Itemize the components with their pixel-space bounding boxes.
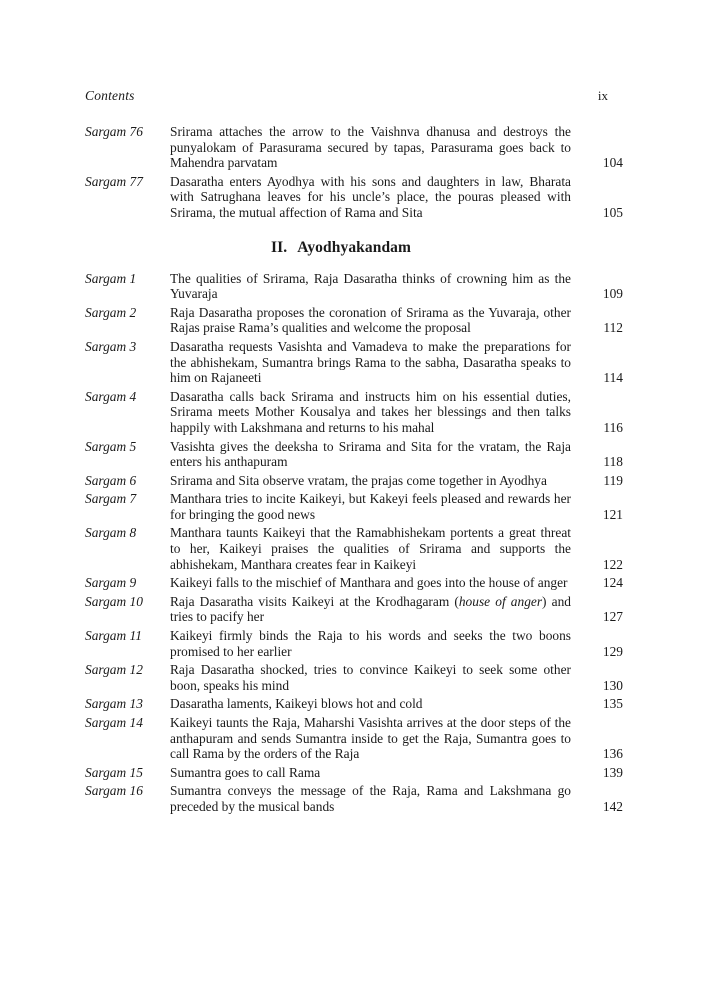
toc-entry-description: Raja Dasaratha proposes the coronation of Srirama as the Yuvaraja, other Rajas praise Rama’s qualities and welcome the proposal — [170, 304, 571, 336]
toc-entry-description: Dasaratha requests Vasishta and Vamadeva to make the preparations for the abhishekam, Sumantra brings Rama to the sabha, Dasaratha speaks to him on Rajaneeti — [170, 338, 571, 386]
toc-entry-label: Sargam 15 — [85, 764, 143, 780]
toc-entry-page-number[interactable]: 116 — [603, 419, 623, 435]
toc-entry-page-number[interactable]: 112 — [603, 320, 623, 336]
toc-entry-description: Dasaratha enters Ayodhya with his sons and daughters in law, Bharata with Satrughana leaves for his uncle’s place, the pouras pleased with Srirama, the mutual affection of Rama and Sita — [170, 173, 571, 220]
toc-entry[interactable] — [85, 662, 623, 693]
toc-entry-label: Sargam 8 — [85, 525, 137, 541]
toc-entry-description: Dasaratha calls back Srirama and instructs him on his essential duties, Srirama meets Mother Kousalya and takes her blessings and then talks happily with Lakshmana and returns to his mahal — [170, 388, 571, 435]
toc-entry[interactable] — [85, 575, 623, 591]
toc-entry-description: Kaikeyi falls to the mischief of Manthara and goes into the house of anger — [170, 575, 568, 591]
toc-entry-page-number[interactable]: 122 — [602, 556, 623, 572]
toc-entry-description: The qualities of Srirama, Raja Dasaratha thinks of crowning him as the Yuvaraja — [170, 270, 571, 302]
toc-entry-label: Sargam 13 — [85, 696, 143, 712]
section-number: II. — [270, 238, 288, 256]
toc-entry-description: Vasishta gives the deeksha to Srirama and Sita for the vratam, the Raja enters his anthapuram — [170, 438, 571, 470]
toc-entry-label: Sargam 77 — [85, 173, 143, 189]
running-header — [85, 88, 623, 104]
toc-entry-label: Sargam 11 — [85, 628, 142, 644]
toc-entry[interactable] — [85, 174, 623, 221]
page-folio-number: ix — [597, 88, 608, 103]
toc-entry-page-number[interactable]: 104 — [602, 155, 623, 171]
toc-entry[interactable] — [85, 473, 623, 489]
toc-entry-description: Raja Dasaratha shocked, tries to convince Kaikeyi to seek some other boon, speaks his mind — [170, 662, 571, 693]
toc-list-ayodhyakandam — [85, 271, 623, 815]
toc-entry-label: Sargam 3 — [85, 338, 137, 354]
toc-entry-label: Sargam 14 — [85, 715, 143, 730]
toc-entry-label: Sargam 7 — [85, 491, 137, 507]
toc-entry-description: Kaikeyi firmly binds the Raja to his words and seeks the two boons promised to her earlier — [170, 628, 571, 659]
toc-entry-label: Sargam 1 — [85, 270, 137, 286]
toc-entry-description: Dasaratha laments, Kaikeyi blows hot and cold — [170, 696, 423, 712]
toc-entry[interactable] — [85, 339, 623, 386]
toc-entry-page-number[interactable]: 139 — [602, 764, 623, 780]
toc-entry-label: Sargam 5 — [85, 438, 137, 454]
toc-entry-page-number[interactable]: 118 — [603, 454, 623, 470]
toc-entry-description: Manthara taunts Kaikeyi that the Ramabhishekam portents a great threat to her, Kaikeyi praises the qualities of Srirama and supports the abhishekam, Manthara creates fear in Kaikeyi — [170, 525, 571, 572]
toc-entry[interactable] — [85, 783, 623, 814]
toc-entry[interactable] — [85, 124, 623, 171]
toc-entry-label: Sargam 16 — [85, 783, 143, 799]
toc-entry-description: Raja Dasaratha visits Kaikeyi at the Krodhagaram (house of anger) and tries to pacify her — [170, 593, 571, 625]
toc-entry-label: Sargam 10 — [85, 593, 143, 609]
toc-entry[interactable] — [85, 715, 623, 762]
toc-entry-label: Sargam 12 — [85, 662, 143, 678]
toc-entry-description: Srirama and Sita observe vratam, the prajas come together in Ayodhya — [170, 472, 547, 488]
toc-entry[interactable] — [85, 389, 623, 436]
toc-entry[interactable] — [85, 525, 623, 572]
toc-entry-page-number[interactable]: 135 — [602, 696, 623, 712]
toc-entry-label: Sargam 4 — [85, 388, 137, 404]
toc-entry[interactable] — [85, 696, 623, 712]
toc-entry-description: Kaikeyi taunts the Raja, Maharshi Vasishta arrives at the door steps of the anthapuram and sends Sumantra inside to get the Raja, Sumantra goes to call Rama by the orders of the Raja — [170, 715, 571, 762]
toc-entry-page-number[interactable]: 136 — [602, 746, 623, 762]
toc-entry-label: Sargam 9 — [85, 575, 137, 591]
section-title: Ayodhyakandam — [297, 238, 412, 256]
toc-entry-description: Srirama attaches the arrow to the Vaishnva dhanusa and destroys the punyalokam of Parasurama secured by tapas, Parasurama goes back to Mahendra parvatam — [170, 124, 571, 171]
toc-entry-page-number[interactable]: 105 — [602, 204, 623, 220]
toc-entry-page-number[interactable]: 142 — [602, 798, 623, 814]
toc-list-balakandam-tail — [85, 124, 623, 221]
toc-entry-label: Sargam 6 — [85, 472, 137, 488]
toc-entry-label: Sargam 76 — [85, 124, 143, 139]
toc-entry-page-number[interactable]: 114 — [603, 370, 623, 386]
toc-entry-page-number[interactable]: 121 — [602, 506, 623, 522]
toc-entry-page-number[interactable]: 119 — [603, 472, 623, 488]
toc-entry[interactable] — [85, 594, 623, 625]
toc-entry-page-number[interactable]: 124 — [602, 575, 623, 591]
toc-entry[interactable] — [85, 491, 623, 522]
toc-entry-page-number[interactable]: 109 — [602, 286, 623, 302]
toc-entry-description: Manthara tries to incite Kaikeyi, but Kakeyi feels pleased and rewards her for bringing the good news — [170, 491, 571, 522]
toc-entry[interactable] — [85, 765, 623, 781]
toc-entry-page-number[interactable]: 127 — [602, 609, 623, 625]
toc-entry[interactable] — [85, 305, 623, 336]
toc-entry-page-number[interactable]: 129 — [602, 643, 623, 659]
toc-entry[interactable] — [85, 439, 623, 470]
toc-entry-description: Sumantra goes to call Rama — [170, 764, 321, 780]
section-heading — [85, 239, 623, 257]
toc-entry-label: Sargam 2 — [85, 304, 137, 320]
toc-entry[interactable] — [85, 271, 623, 302]
toc-entry-description: Sumantra conveys the message of the Raja, Rama and Lakshmana go preceded by the musical bands — [170, 783, 571, 814]
toc-entry[interactable] — [85, 628, 623, 659]
running-header-title: Contents — [85, 88, 135, 103]
toc-entry-gloss: house of anger — [458, 593, 543, 609]
toc-entry-page-number[interactable]: 130 — [602, 677, 623, 693]
